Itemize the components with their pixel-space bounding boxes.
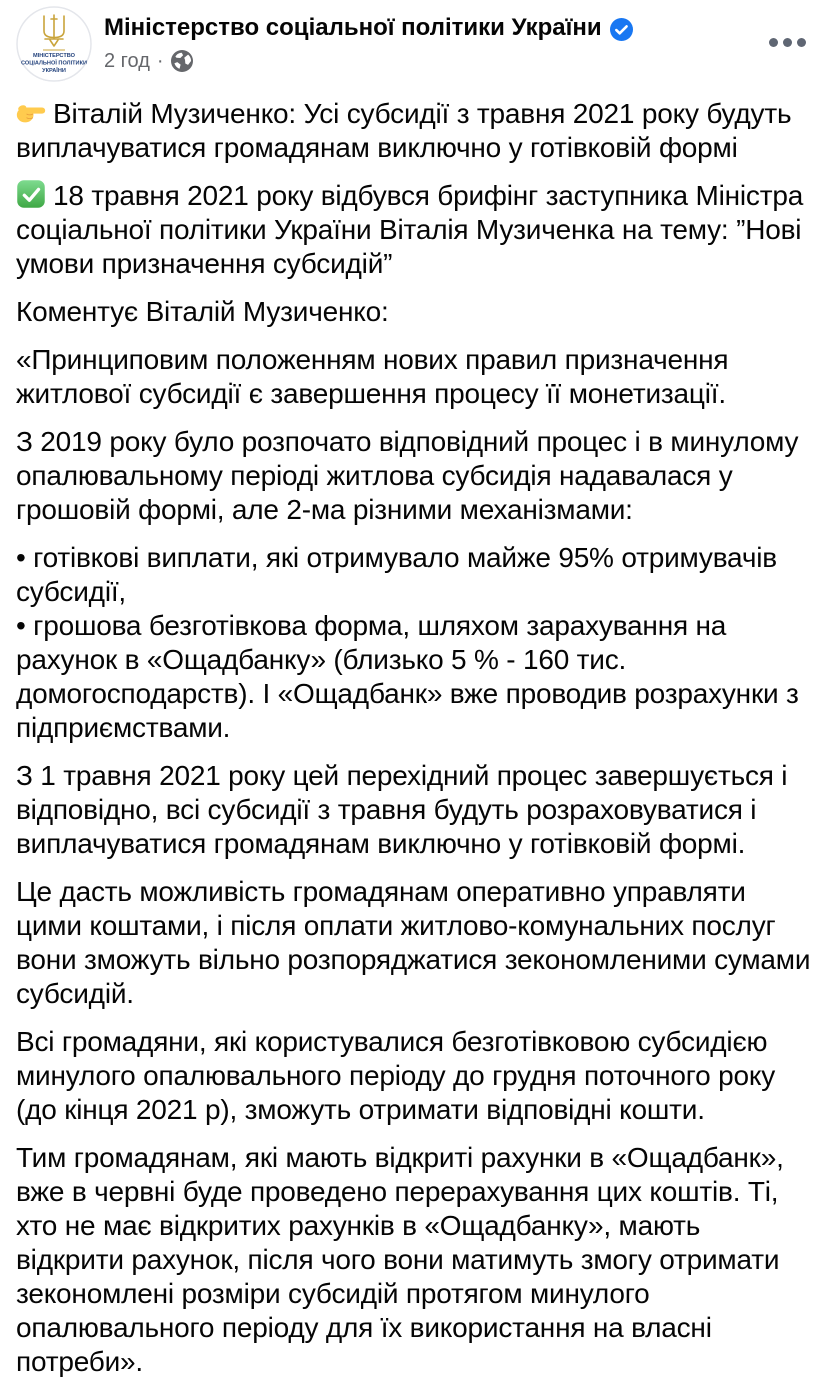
pointing-right-emoji xyxy=(16,97,46,127)
post-paragraph: Коментує Віталій Музиченко: xyxy=(16,296,389,327)
header-info xyxy=(104,6,633,73)
post-paragraph: Це дасть можливість громадянам оперативно управляти цими коштами, і після оплати житлово-комунальних послуг вони зможуть вільно розпоряджатися зекономленими сумами субсидій. xyxy=(16,876,811,1009)
page-avatar[interactable] xyxy=(16,6,92,82)
avatar-text-line: МІНІСТЕРСТВО xyxy=(32,53,76,59)
page-name-link[interactable]: Міністерство соціальної політики України xyxy=(104,14,602,41)
post-content xyxy=(0,82,828,1379)
post-paragraph xyxy=(16,179,812,281)
post-bullet-item: • готівкові виплати, які отримувало майже 95% отримувачів субсидії, xyxy=(16,542,777,607)
post-paragraph: Тим громадянам, які мають відкриті рахунки в «Ощадбанк», вже в червні буде проведено перерахування цих коштів. Ті, хто не має відкритих рахунків в «Ощадбанку», мають відкрити рахунок, після чого вони матимуть змогу отримати зекономлені розміри субсидій протягом минулого опалювального періоду для їх використання на власні потреби». xyxy=(16,1142,784,1377)
verified-badge-icon xyxy=(610,18,633,41)
post-paragraph: Всі громадяни, які користувалися безготівковою субсидією минулого опалювального періоду до грудня поточного року (до кінця 2021 р), зможуть отримати відповідні кошти. xyxy=(16,1026,776,1125)
post-text: 18 травня 2021 року відбувся брифінг заступника Міністра соціальної політики України Віталія Музиченка на тему: ”Нові умови призначення субсидій” xyxy=(16,180,804,279)
post-menu-button[interactable] xyxy=(761,28,814,57)
avatar-text-line: СОЦІАЛЬНОЇ ПОЛІТИКИ xyxy=(20,60,88,67)
post-paragraph xyxy=(16,97,812,165)
post-paragraph: З 2019 року було розпочато відповідний процес і в минулому опалювальному періоді житлова субсидія надавалася у грошовій формі, але 2-ма різними механізмами: xyxy=(16,426,799,525)
page-name-row xyxy=(104,13,633,43)
avatar-text-line: УКРАЇНИ xyxy=(42,68,66,74)
check-mark-emoji xyxy=(16,179,46,209)
post-paragraph: «Принциповим положенням нових правил призначення житлової субсидії є завершення процесу її монетизації. xyxy=(16,344,729,409)
post-bullet-item: • грошова безготівкова форма, шляхом зарахування на рахунок в «Ощадбанку» (близько 5 % - 160 тис. домогосподарств). І «Ощадбанк» вже проводив розрахунки з підприємствами. xyxy=(16,610,799,743)
post-meta-row xyxy=(104,49,633,73)
post-bullet-list xyxy=(16,541,812,745)
ellipsis-icon xyxy=(797,38,806,47)
post-paragraph: З 1 травня 2021 року цей перехідний процес завершується і відповідно, всі субсидії з травня будуть розраховуватися і виплачуватися громадянам виключно у готівковій формі. xyxy=(16,760,788,859)
ellipsis-icon xyxy=(783,38,792,47)
post-text: Віталій Музиченко: Усі субсидії з травня 2021 року будуть виплачуватися громадянам виключно у готівковій формі xyxy=(16,98,792,163)
privacy-globe-icon xyxy=(171,50,193,72)
meta-separator: · xyxy=(156,50,164,72)
post-timestamp[interactable]: 2 год xyxy=(104,50,150,72)
ellipsis-icon xyxy=(769,38,778,47)
post-header xyxy=(0,0,828,82)
